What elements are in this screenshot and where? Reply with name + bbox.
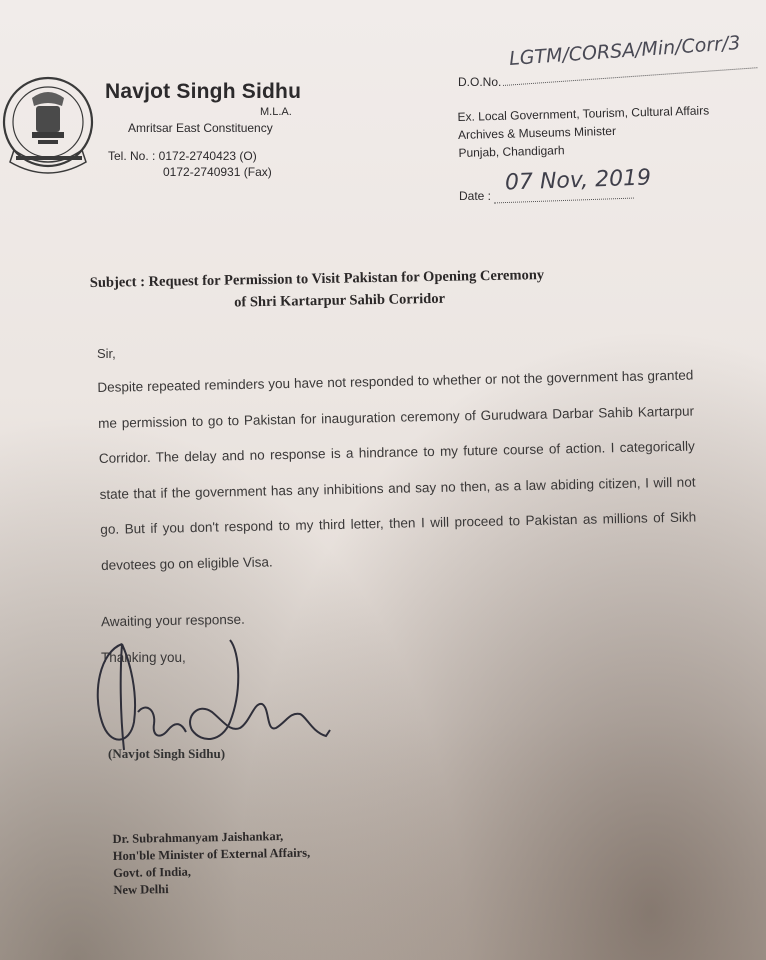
designation-line: Punjab, Chandigarh: [458, 143, 565, 160]
date-handwritten: 07 Nov, 2019: [504, 165, 652, 196]
closing-awaiting: Awaiting your response.: [100, 611, 245, 630]
letterhead: [105, 80, 302, 179]
addressee-line: Hon'ble Minister of External Affairs,: [112, 845, 311, 864]
designation-line: Ex. Local Government, Tourism, Cultural Affairs: [457, 103, 710, 125]
addressee-block: [112, 828, 310, 899]
letter-body: Despite repeated reminders you have not responded to whether or not the government has granted me permission to go to Pakistan for inauguration ceremony of Gurudwara Darbar Sahib Kartarpur Corridor. The delay and no response is a hindrance to my future course of action. I categorically state that if the government has any inhibitions and say no then, as a law abiding citizen, I will not go. But if you don't respond to my third letter, then I will proceed to Pakistan as millions of Sikh devotees go on eligible Visa.: [97, 367, 697, 573]
letterhead-constituency: Amritsar East Constituency: [128, 121, 273, 135]
closing-thanking: Thanking you,: [101, 650, 186, 665]
salutation: Sir,: [97, 346, 116, 361]
letterhead-phone: Tel. No. : 0172-2740423 (O): [108, 149, 257, 163]
state-emblem-seal-icon: [2, 58, 98, 188]
addressee-line: Dr. Subrahmanyam Jaishankar,: [112, 829, 284, 847]
dono-dotted-line: [503, 67, 757, 86]
subject-line: [90, 262, 691, 316]
addressee-line: New Delhi: [113, 882, 169, 897]
letterhead-title: M.L.A.: [260, 106, 292, 118]
date-dotted-line: [494, 198, 634, 204]
date-label: Date :: [459, 189, 492, 203]
designation-line: Archives & Museums Minister: [457, 123, 617, 142]
addressee-line: Govt. of India,: [113, 864, 192, 880]
letterhead-name: Navjot Singh Sidhu: [105, 80, 302, 103]
minister-designation: [457, 101, 710, 162]
letterhead-fax: 0172-2740931 (Fax): [163, 165, 272, 179]
signatory-name: (Navjot Singh Sidhu): [108, 746, 226, 761]
dono-label: D.O.No.: [458, 75, 502, 89]
dono-handwritten-number: LGTM/CORSA/Min/Corr/3: [508, 31, 742, 70]
subject-text-line2: of Shri Kartarpur Sahib Corridor: [234, 290, 446, 311]
subject-text-line1: Subject : Request for Permission to Visit Pakistan for Opening Ceremony: [89, 267, 545, 292]
